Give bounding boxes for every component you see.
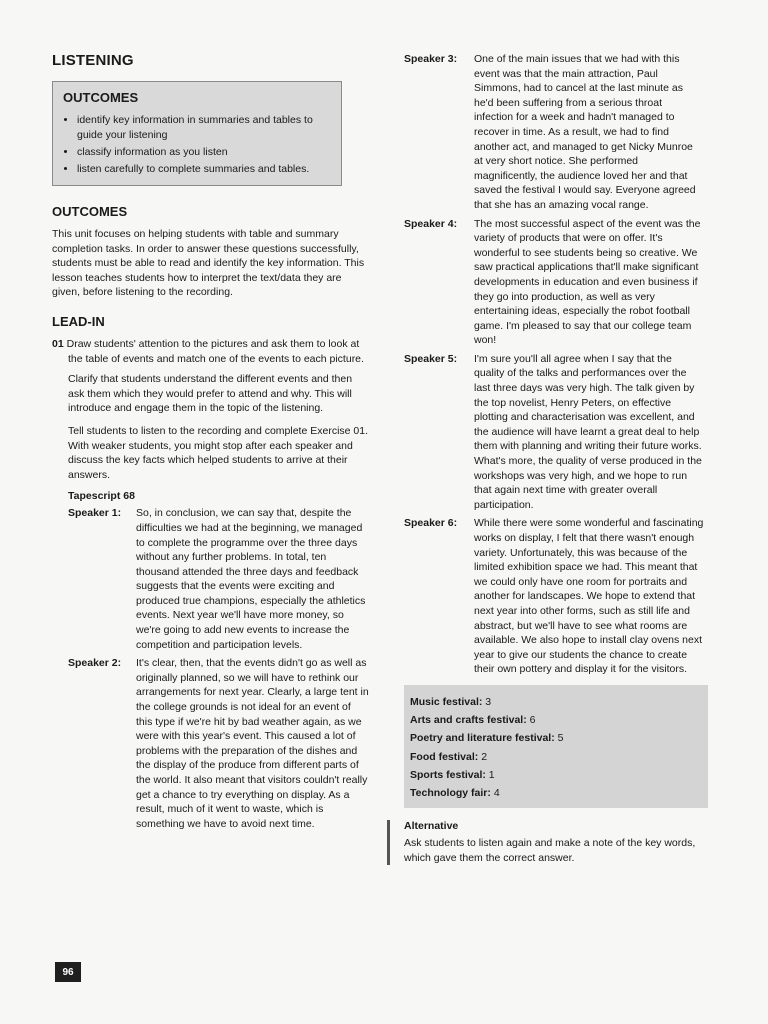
lead-in-step (52, 337, 370, 366)
answer-value: 6 (529, 714, 536, 727)
speaker-name: Speaker 3: (404, 53, 458, 65)
lead-in-heading: LEAD-IN (52, 313, 105, 329)
outcomes-box-heading: OUTCOMES (63, 90, 139, 105)
speaker-text: It's clear, then, that the events didn't go as well as originally planned, so we will have to rethink our arrangements for next year. Clearly, a large tent in the college grounds is not ideal for an event of this type if we're hit by bad weather again, as we were with this year's event. This caused a lot of problems with the preparation of the dishes and the display of the produce from different parts of the world. It also meant that visitors couldn't really get a chance to try everything on display. As a result, much of it went to waste, which is something we have to avoid next time. (136, 657, 369, 830)
answer-value: 5 (557, 732, 564, 745)
page-title: LISTENING (52, 52, 134, 69)
answer-row (410, 729, 702, 747)
speaker-block (52, 656, 370, 831)
outcome-item: • classify information as you listen (77, 145, 331, 160)
answer-label: Technology fair: (410, 786, 491, 799)
lead-in-para-3: Tell students to listen to the recording and complete Exercise 01. With weaker students, you might stop after each speaker and discuss the key facts which helped students to arrive at their answers. (68, 424, 368, 481)
speaker-text: One of the main issues that we had with this event was that the main attraction, Paul Simmons, had to cancel at the last minute as he'd been suffering from a serious throat infection for a week and hadn't managed to recover in time. As a result, we had to find another act, and managed to get Nicky Munroe at very short notice. She performed magnificently, the audience loved her and that saved the festival I would say. Everyone agreed that she has an amazing vocal range. (474, 53, 696, 211)
speaker-text: The most successful aspect of the event was the variety of products that were on offer. It's wonderful to see students being so creative. We saw practical applications that'll make significant developments in education and even business if they go into production, as well as very entertaining ideas, especially the robot football game. I'm pleased to say that our college team won! (474, 217, 701, 347)
tapescript-title: Tapescript 68 (68, 490, 135, 503)
answer-key-box (404, 685, 708, 808)
answer-row (410, 693, 702, 711)
speaker-block (404, 217, 704, 348)
answer-value: 4 (493, 786, 500, 799)
step-text: Draw students' attention to the pictures and ask them to look at the table of events and match one of the events to each picture. (66, 337, 364, 365)
alternative-title: Alternative (404, 820, 459, 833)
speaker-text: So, in conclusion, we can say that, despite the difficulties we had at the beginning, we managed to complete the programme over the three days without any further problems. In total, ten thousand attended the three days and feedback suggests that the events were exciting and produced true champions, especially the athletics events. Next year we'll have more money, so we're going to add new events to increase the competition and participation levels. (136, 507, 366, 651)
answer-label: Music festival: (410, 695, 483, 708)
lead-in-para-2: Clarify that students understand the different events and then ask them which they would prefer to attend and why. This will introduce and engage them in the topic of the listening. (68, 373, 353, 415)
speaker-text: I'm sure you'll all agree when I say that the quality of the talks and performances over the last three days was very high. The talk given by the top novelist, Henry Peters, on effective plotting and characterisation was excellent, and the audience will have learnt a great deal to help them with planning and writing their future works. What's more, the quality of verse produced in the workshops was very high, and we hope to run that again next time with greater overall participation. (474, 352, 702, 511)
step-number: 01 (52, 337, 64, 350)
answer-row (410, 766, 702, 784)
speaker-name: Speaker 1: (68, 507, 122, 520)
answer-label: Poetry and literature festival: (410, 732, 555, 745)
outcome-item: • listen carefully to complete summaries and tables. (77, 162, 331, 177)
speaker-name: Speaker 2: (68, 657, 122, 670)
speaker-block (404, 52, 704, 213)
outcomes-heading: OUTCOMES (52, 204, 128, 219)
right-column (404, 52, 704, 865)
speaker-block (52, 506, 370, 652)
answer-value: 2 (481, 750, 488, 763)
answer-label: Food festival: (410, 750, 479, 763)
outcomes-box (52, 81, 342, 186)
outcomes-text: This unit focuses on helping students with table and summary completion tasks. In order to answer these questions successfully, students must be able to read and identify the key information. This lesson teaches students how to interpret the text/data they are given, before listening to the recording. (52, 228, 365, 299)
answer-value: 1 (488, 768, 495, 781)
outcomes-list (63, 113, 331, 177)
answer-row (410, 748, 702, 766)
speaker-block (404, 352, 704, 513)
answer-label: Arts and crafts festival: (410, 714, 527, 727)
answer-row (410, 784, 702, 802)
speaker-name: Speaker 6: (404, 517, 458, 530)
page-number: 96 (55, 962, 81, 982)
speaker-name: Speaker 4: (404, 217, 458, 230)
answer-row (410, 711, 702, 729)
answer-label: Sports festival: (410, 768, 486, 781)
speaker-block (404, 516, 704, 677)
speaker-name: Speaker 5: (404, 352, 458, 365)
answer-value: 3 (485, 695, 492, 708)
outcome-item: • identify key information in summaries and tables to guide your listening (77, 113, 331, 143)
alternative-text: Ask students to listen again and make a note of the key words, which gave them the correct answer. (404, 837, 696, 864)
alternative-box (387, 820, 704, 865)
left-column (52, 52, 370, 835)
speaker-text: While there were some wonderful and fascinating works on display, I felt that there wasn't enough variety. Unfortunately, this was because of the limited exhibition space we had. This meant that we could only have one room for portraits and another for landscapes. We hope to extend that next year into other forms, such as still life and abstract, but we'll have to see what rooms are available. We also hope to install clay ovens next year to give our students the chance to create their own pottery and display it for the visitors. (474, 517, 704, 676)
